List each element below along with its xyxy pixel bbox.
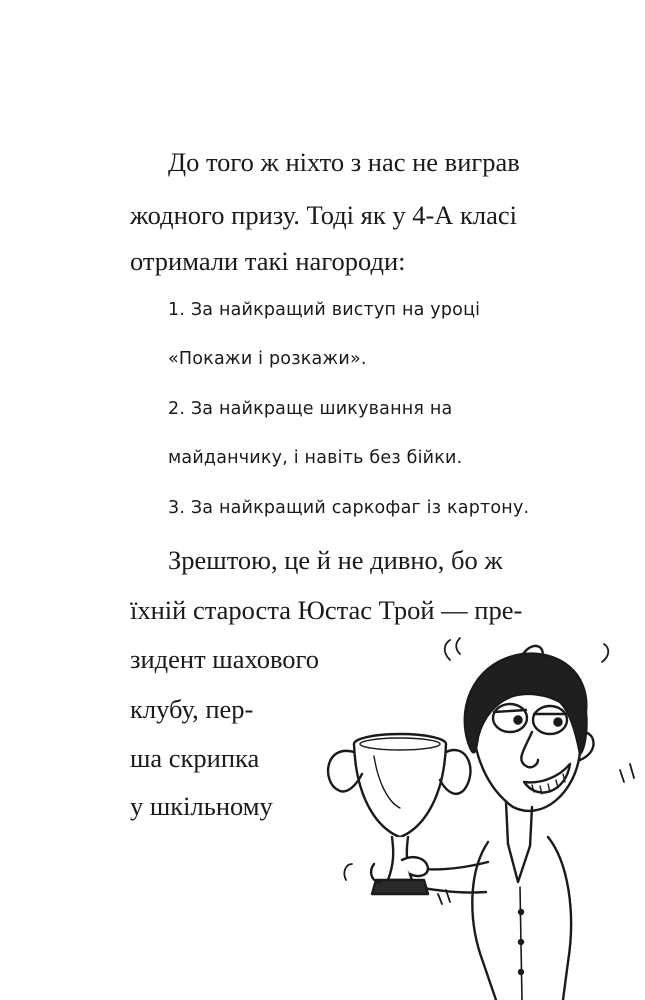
award-line: 1. За найкращий виступ на уроці: [168, 300, 481, 320]
award-line: «Покажи і розкажи».: [168, 349, 367, 369]
text-line: їхній староста Юстас Трой — пре-: [130, 595, 523, 625]
text-line: ша скрипка: [130, 743, 260, 773]
trophy-icon: [328, 734, 470, 894]
award-line: 2. За найкраще шикування на: [168, 399, 453, 419]
award-line: 3. За найкращий саркофаг із картону.: [168, 498, 530, 518]
text-line: До того ж ніхто з нас не виграв: [168, 147, 520, 177]
text-line: отримали такі нагороди:: [130, 246, 406, 276]
text-line: у шкільному: [130, 791, 273, 821]
award-line: майданчику, і навіть без бійки.: [168, 448, 463, 468]
text-line: зидент шахового: [130, 644, 319, 674]
boy-with-trophy-illustration: [318, 632, 638, 1000]
text-line: клубу, пер-: [130, 694, 254, 724]
text-line: Зрештою, це й не дивно, бо ж: [168, 545, 503, 575]
text-line: жодного призу. Тоді як у 4-А класі: [130, 200, 518, 230]
hair: [465, 646, 587, 754]
eyes: [493, 704, 567, 734]
